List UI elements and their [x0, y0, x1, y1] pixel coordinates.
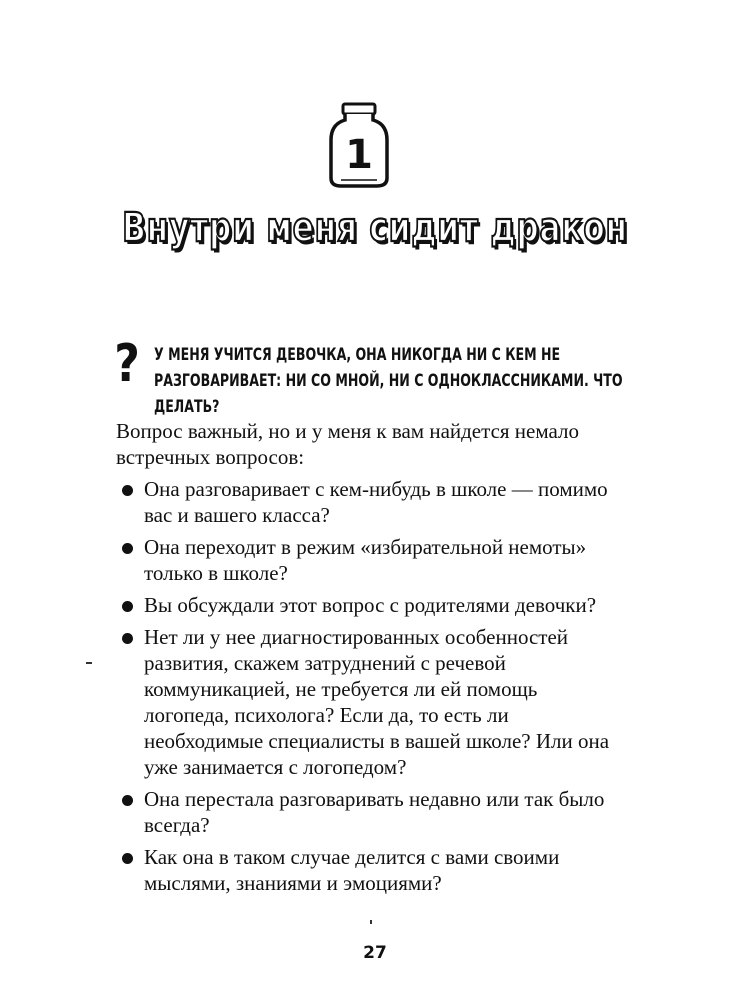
bullet-icon — [122, 633, 133, 644]
bullet-icon — [122, 601, 133, 612]
question-list — [116, 476, 616, 896]
list-item — [116, 624, 616, 780]
scan-speck — [86, 662, 92, 664]
list-item-text: Она разговаривает с кем-нибудь в школе — помимо вас и вашего класса? — [144, 477, 608, 527]
bullet-icon — [122, 485, 133, 496]
question-mark-icon: ? — [114, 334, 140, 394]
list-item — [116, 534, 616, 586]
page-number: 27 — [363, 943, 387, 963]
list-item — [116, 786, 616, 838]
answer-body — [116, 418, 616, 902]
list-item — [116, 844, 616, 896]
scan-speck — [370, 920, 372, 924]
list-item-text: Она переходит в режим «избирательной немоты» только в школе? — [144, 535, 587, 585]
chapter-number: 1 — [345, 132, 373, 178]
bullet-icon — [122, 795, 133, 806]
list-item-text: Вы обсуждали этот вопрос с родителями девочки? — [144, 593, 597, 617]
list-item-text: Она перестала разговаривать недавно или так было всегда? — [144, 787, 605, 837]
list-item-text: Нет ли у нее диагностированных особенностей развития, скажем затруднений с речевой коммуникацией, не требуется ли ей помощь логопеда, психолога? Если да, то есть ли необходимые специалисты в вашей школе? Или она уже занимается с логопедом? — [144, 625, 610, 779]
list-item — [116, 592, 616, 618]
chapter-jar-icon — [323, 100, 395, 190]
bullet-icon — [122, 853, 133, 864]
bullet-icon — [122, 543, 133, 554]
question-text: У МЕНЯ УЧИТСЯ ДЕВОЧКА, ОНА НИКОГДА НИ С КЕМ НЕ РАЗГОВАРИВАЕТ: НИ СО МНОЙ, НИ С ОДНОКЛАССНИКАМИ. ЧТО ДЕЛАТЬ? — [154, 345, 623, 417]
list-item-text: Как она в таком случае делится с вами своими мыслями, знаниями и эмоциями? — [144, 845, 560, 895]
chapter-title: Внутри меня сидит дракон — [122, 205, 628, 251]
answer-intro: Вопрос важный, но и у меня к вам найдется немало встречных вопросов: — [116, 419, 579, 469]
list-item — [116, 476, 616, 528]
